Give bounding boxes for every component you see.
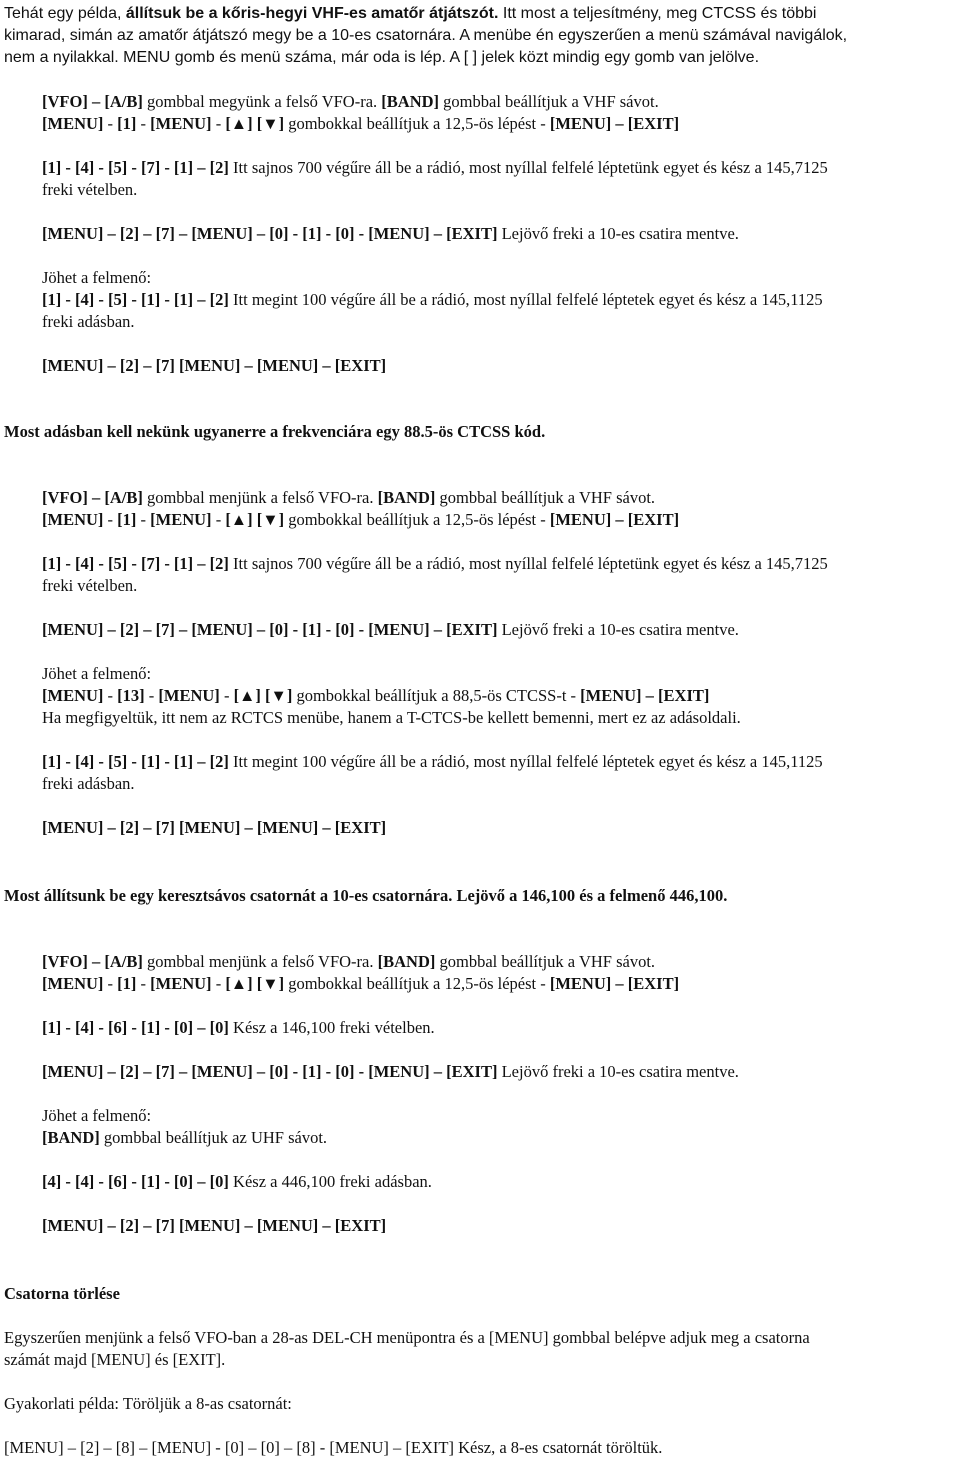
practical-example-label xyxy=(4,1394,292,1414)
band-uhf-line xyxy=(42,1128,327,1148)
text-run: Lejövő freki a 10-es csatira mentve. xyxy=(497,620,739,639)
bold-text: [MENU] xyxy=(42,974,104,993)
text-run: kimarad, simán az amatőr átjátszó megy be a 10-es csatornára. A menübe én egyszerűen a menü számával navigálok, xyxy=(4,27,848,44)
bold-text: [MENU] xyxy=(42,686,104,705)
frequency-entry-continuation xyxy=(42,576,137,596)
text-run: Lejövő freki a 10-es csatira mentve. xyxy=(497,1062,739,1081)
bold-text: Most állítsunk be egy keresztsávos csatornát a 10-es csatornára. Lejövő a 146,100 és a felmenő 446,100. xyxy=(4,886,728,905)
bold-text: [BAND] xyxy=(377,488,436,507)
text-run: gombbal menjünk a felső VFO-ra. xyxy=(142,488,378,507)
text-run: gombokkal beállítjuk a 12,5-ös lépést - xyxy=(284,114,550,133)
bold-text: [1] - [4] - [5] - [7] - [1] – [2] xyxy=(42,158,229,177)
text-run: - xyxy=(219,686,234,705)
uplink-entry-continuation xyxy=(42,774,135,794)
intro-line-2 xyxy=(4,26,847,46)
uplink-label xyxy=(42,1106,151,1126)
text-run: gombokkal beállítjuk a 12,5-ös lépést - xyxy=(284,510,550,529)
text-run: Itt megint 100 végűre áll be a rádió, most nyíllal felfelé léptetek egyet és kész a 145,1125 xyxy=(228,752,823,771)
bold-text: [1] - [4] - [5] - [1] - [1] – [2] xyxy=(42,752,229,771)
text-run: Lejövő freki a 10-es csatira mentve. xyxy=(497,224,739,243)
bold-text: [▲] [▼] xyxy=(225,510,285,529)
text-run: freki vételben. xyxy=(42,576,138,595)
save-uplink-line xyxy=(42,818,386,838)
menu-step-instruction xyxy=(42,114,679,134)
text-run: - xyxy=(103,114,118,133)
delete-description-line-2 xyxy=(4,1350,225,1370)
bold-text: [MENU] – [EXIT] xyxy=(549,114,680,133)
crossband-section-heading xyxy=(4,886,727,906)
menu-step-instruction xyxy=(42,974,679,994)
frequency-entry-continuation xyxy=(42,180,137,200)
frequency-entry-line xyxy=(42,1018,435,1038)
bold-text: [MENU] xyxy=(42,510,104,529)
bold-text: [MENU] – [2] – [7] – [MENU] – [0] - [1] - [0] - [MENU] – [EXIT] xyxy=(42,224,498,243)
bold-text: [MENU] xyxy=(42,114,104,133)
bold-text: [MENU] xyxy=(150,510,212,529)
bold-text: [MENU] – [2] – [7] [MENU] – [MENU] – [EXIT] xyxy=(42,1216,387,1235)
bold-text: [VFO] – [A/B] xyxy=(42,952,143,971)
bold-text: [MENU] – [2] – [7] [MENU] – [MENU] – [EXIT] xyxy=(42,818,387,837)
text-run: számát majd [MENU] és [EXIT]. xyxy=(4,1350,226,1369)
bold-text: [VFO] – [A/B] xyxy=(42,92,143,111)
bold-text: [MENU] – [2] – [7] – [MENU] – [0] - [1] - [0] - [MENU] – [EXIT] xyxy=(42,620,498,639)
ctcss-menu-line xyxy=(42,686,709,706)
bold-text: [MENU] xyxy=(150,974,212,993)
text-run: - xyxy=(211,114,226,133)
text-run: - xyxy=(136,114,151,133)
text-run: nem a nyilakkal. MENU gomb és menü száma, már oda is lép. A [ ] jelek közt mindig egy gomb van jelölve. xyxy=(4,49,760,66)
bold-text: állítsuk be a kőris-hegyi VHF-es amatőr átjátszót. xyxy=(125,5,499,22)
text-run: Itt sajnos 700 végűre áll be a rádió, most nyíllal felfelé léptetünk egyet és kész a 145,7125 xyxy=(228,158,828,177)
text-run: gombbal beállítjuk a VHF sávot. xyxy=(439,92,659,111)
vfo-instruction xyxy=(42,488,655,508)
bold-text: [MENU] – [2] – [7] [MENU] – [MENU] – [EXIT] xyxy=(42,356,387,375)
bold-text: [1] xyxy=(117,114,137,133)
text-run: Jöhet a felmenő: xyxy=(42,664,152,683)
uplink-entry-continuation xyxy=(42,312,135,332)
text-run: - xyxy=(211,974,226,993)
bold-text: [BAND] xyxy=(381,92,440,111)
text-run: gombbal menjünk a felső VFO-ra. xyxy=(142,952,378,971)
text-run: Egyszerűen menjünk a felső VFO-ban a 28-as DEL-CH menüpontra és a [MENU] gombbal belépve adjuk meg a csatorna xyxy=(4,1328,810,1347)
uplink-entry-line xyxy=(42,290,823,310)
text-run: Jöhet a felmenő: xyxy=(42,1106,152,1125)
text-run: gombbal beállítjuk a VHF sávot. xyxy=(435,952,656,971)
text-run: freki adásban. xyxy=(42,312,135,331)
bold-text: [▲] [▼] xyxy=(233,686,293,705)
text-run: gombokkal beállítjuk a 88,5-ös CTCSS-t - xyxy=(292,686,581,705)
text-run: gombbal beállítjuk a VHF sávot. xyxy=(435,488,656,507)
frequency-entry-line xyxy=(42,158,828,178)
text-run: [MENU] – [2] – [8] – [MENU] - [0] – [0] – [8] - [MENU] – [EXIT] Kész, a 8-es csatornát töröltük. xyxy=(4,1438,663,1457)
uplink-label xyxy=(42,268,151,288)
text-run: Kész a 146,100 freki vételben. xyxy=(228,1018,435,1037)
bold-text: [1] - [4] - [6] - [1] - [0] – [0] xyxy=(42,1018,229,1037)
text-run: Gyakorlati példa: Töröljük a 8-as csatornát: xyxy=(4,1394,292,1413)
delete-description-line-1 xyxy=(4,1328,810,1348)
uhf-entry-line xyxy=(42,1172,432,1192)
bold-text: [MENU] xyxy=(158,686,220,705)
frequency-entry-line xyxy=(42,554,828,574)
text-run: freki adásban. xyxy=(42,774,135,793)
text-run: Itt sajnos 700 végűre áll be a rádió, most nyíllal felfelé léptetünk egyet és kész a 145,7125 xyxy=(228,554,828,573)
save-channel-line xyxy=(42,224,739,244)
text-run: Kész a 446,100 freki adásban. xyxy=(228,1172,432,1191)
save-channel-line xyxy=(42,620,739,640)
text-run: - xyxy=(103,510,118,529)
text-run: Tehát egy példa, xyxy=(4,5,126,22)
bold-text: [BAND] xyxy=(377,952,436,971)
text-run: Itt megint 100 végűre áll be a rádió, most nyíllal felfelé léptetek egyet és kész a 145,1125 xyxy=(228,290,823,309)
ctcss-section-heading xyxy=(4,422,545,442)
uplink-entry-line xyxy=(42,752,823,772)
bold-text: [1] xyxy=(117,510,137,529)
save-channel-line xyxy=(42,1062,739,1082)
text-run: Jöhet a felmenő: xyxy=(42,268,152,287)
save-uplink-line xyxy=(42,1216,386,1236)
text-run: Ha megfigyeltük, itt nem az RCTCS menübe, hanem a T-CTCS-be kellett bemenni, mert ez az adásoldali. xyxy=(42,708,741,727)
ctcss-note xyxy=(42,708,741,728)
bold-text: [MENU] – [EXIT] xyxy=(549,974,680,993)
text-run: gombbal megyünk a felső VFO-ra. xyxy=(142,92,382,111)
bold-text: [BAND] xyxy=(42,1128,100,1147)
bold-text: [▲] [▼] xyxy=(225,114,285,133)
text-run: gombokkal beállítjuk a 12,5-ös lépést - xyxy=(284,974,550,993)
bold-text: Csatorna törlése xyxy=(4,1284,120,1303)
bold-text: [4] - [4] - [6] - [1] - [0] – [0] xyxy=(42,1172,229,1191)
bold-text: [13] xyxy=(117,686,145,705)
vfo-instruction xyxy=(42,952,655,972)
text-run: - xyxy=(136,510,151,529)
text-run: - xyxy=(211,510,226,529)
vfo-instruction xyxy=(42,92,659,112)
intro-line-3 xyxy=(4,48,759,68)
bold-text: [▲] [▼] xyxy=(225,974,285,993)
text-run: - xyxy=(144,686,159,705)
text-run: freki vételben. xyxy=(42,180,138,199)
bold-text: Most adásban kell nekünk ugyanerre a frekvenciára egy 88.5-ös CTCSS kód. xyxy=(4,422,546,441)
menu-step-instruction xyxy=(42,510,679,530)
delete-example-line xyxy=(4,1438,662,1458)
bold-text: [MENU] – [EXIT] xyxy=(549,510,680,529)
delete-section-heading xyxy=(4,1284,120,1304)
text-run: Itt most a teljesítmény, meg CTCSS és többi xyxy=(498,5,817,22)
bold-text: [MENU] xyxy=(150,114,212,133)
bold-text: [VFO] – [A/B] xyxy=(42,488,143,507)
bold-text: [1] xyxy=(117,974,137,993)
text-run: - xyxy=(136,974,151,993)
text-run: gombbal beállítjuk az UHF sávot. xyxy=(99,1128,328,1147)
text-run: - xyxy=(103,974,118,993)
text-run: - xyxy=(103,686,118,705)
bold-text: [MENU] – [EXIT] xyxy=(580,686,710,705)
uplink-label xyxy=(42,664,151,684)
bold-text: [MENU] – [2] – [7] – [MENU] – [0] - [1] - [0] - [MENU] – [EXIT] xyxy=(42,1062,498,1081)
intro-line-1 xyxy=(4,4,816,24)
save-uplink-line xyxy=(42,356,386,376)
bold-text: [1] - [4] - [5] - [7] - [1] – [2] xyxy=(42,554,229,573)
bold-text: [1] - [4] - [5] - [1] - [1] – [2] xyxy=(42,290,229,309)
